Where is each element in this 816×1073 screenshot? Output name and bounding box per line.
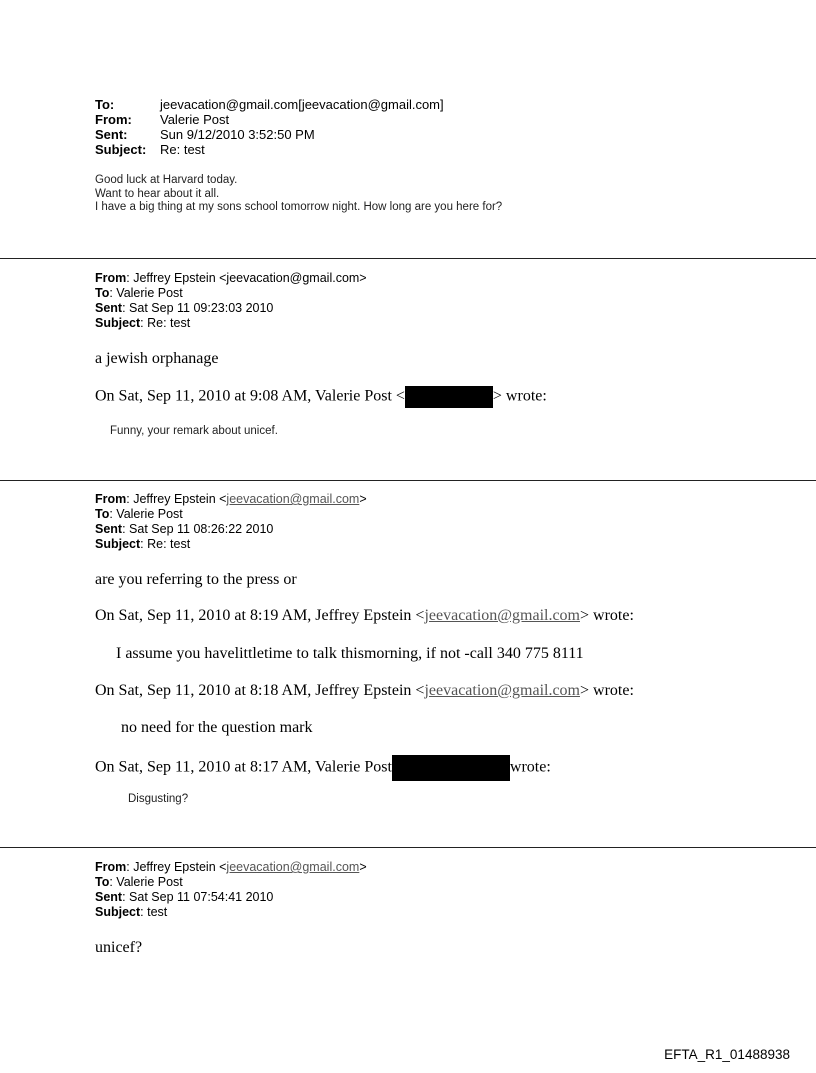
from-label: From <box>95 271 127 285</box>
from-label: From: <box>95 112 132 127</box>
to-value: jeevacation@gmail.com[jeevacation@gmail.com] <box>160 97 444 112</box>
sent-label: Sent <box>95 522 123 536</box>
divider <box>0 480 816 481</box>
email3-body: are you referring to the press or <box>95 571 297 588</box>
body-line: Good luck at Harvard today. <box>95 174 238 186</box>
email2-body: a jewish orphanage <box>95 350 219 367</box>
quote-intro-text: On Sat, Sep 11, 2010 at 8:19 AM, Jeffrey Epstein < <box>95 607 425 624</box>
body-line: Want to hear about it all. <box>95 187 220 200</box>
email1-sent-row <box>95 127 444 142</box>
email3-quote2-text: no need for the question mark <box>121 719 313 736</box>
to-label: To <box>95 286 110 300</box>
from-label: From <box>95 860 127 874</box>
quote-intro-wrote: > wrote: <box>492 387 547 405</box>
email3-header <box>95 492 367 552</box>
email3-from-row <box>95 492 367 507</box>
to-label: To: <box>95 97 115 112</box>
quote-intro-wrote: > wrote: <box>580 682 634 699</box>
from-value: : Jeffrey Epstein < <box>126 492 227 506</box>
email2-quoted-text: Funny, your remark about unicef. <box>110 425 278 437</box>
sent-value: : Sat Sep 11 09:23:03 2010 <box>122 301 274 315</box>
subject-label: Subject <box>95 316 141 330</box>
divider <box>0 258 816 259</box>
quote-intro-text: On Sat, Sep 11, 2010 at 9:08 AM, Valerie Post < <box>95 387 405 405</box>
email1-header <box>95 97 444 157</box>
subject-label: Subject <box>95 905 141 919</box>
email3-quote3-intro <box>95 755 551 781</box>
from-suffix: > <box>359 492 367 506</box>
redaction-block <box>405 386 493 408</box>
email4-from-row <box>95 860 367 875</box>
email4-body: unicef? <box>95 939 143 956</box>
email3-quote2-intro <box>95 682 634 700</box>
body-line: I have a big thing at my sons school tomorrow night. How long are you here for? <box>95 201 503 213</box>
email2-header <box>95 271 367 331</box>
quote-intro-wrote: > wrote: <box>580 607 634 624</box>
email-link[interactable]: jeevacation@gmail.com <box>424 607 580 624</box>
email3-to-row <box>95 507 367 522</box>
email1-subject-row <box>95 142 444 157</box>
from-value: Valerie Post <box>160 112 230 127</box>
to-value: : Valerie Post <box>109 286 183 300</box>
from-value: : Jeffrey Epstein < <box>126 860 227 874</box>
email1-to-row <box>95 97 444 112</box>
subject-label: Subject <box>95 537 141 551</box>
sent-value: : Sat Sep 11 07:54:41 2010 <box>122 890 274 904</box>
email-link[interactable]: jeevacation@gmail.com <box>424 682 580 699</box>
to-value: : Valerie Post <box>109 875 183 889</box>
to-label: To <box>95 507 110 521</box>
email2-sent-row <box>95 301 367 316</box>
email2-to-row <box>95 286 367 301</box>
subject-value: : test <box>140 905 168 919</box>
email2-quote-intro <box>95 386 547 408</box>
email2-from-row <box>95 271 367 286</box>
from-suffix: > <box>359 860 367 874</box>
redaction-block <box>392 755 510 781</box>
sent-value: Sun 9/12/2010 3:52:50 PM <box>160 127 315 142</box>
email3-sent-row <box>95 522 367 537</box>
email4-to-row <box>95 875 367 890</box>
sent-label: Sent <box>95 890 123 904</box>
subject-label: Subject: <box>95 142 147 157</box>
email3-quote1-text: I assume you havelittletime to talk thismorning, if not -call 340 775 8111 <box>116 645 584 662</box>
email4-sent-row <box>95 890 367 905</box>
email4-header <box>95 860 367 920</box>
email2-subject-row <box>95 316 367 331</box>
sent-label: Sent: <box>95 127 128 142</box>
quote-intro-wrote: wrote: <box>509 758 551 776</box>
subject-value: Re: test <box>160 142 205 157</box>
email1-from-row <box>95 112 444 127</box>
divider <box>0 847 816 848</box>
email-link[interactable]: jeevacation@gmail.com <box>226 492 360 506</box>
subject-value: : Re: test <box>140 316 191 330</box>
quote-intro-text: On Sat, Sep 11, 2010 at 8:18 AM, Jeffrey Epstein < <box>95 682 425 699</box>
to-label: To <box>95 875 110 889</box>
email3-quote1-intro <box>95 607 634 625</box>
from-value: : Jeffrey Epstein <jeevacation@gmail.com> <box>126 271 367 285</box>
email3-quote3-text: Disgusting? <box>128 793 189 805</box>
email3-subject-row <box>95 537 367 552</box>
document-id: EFTA_R1_01488938 <box>664 1047 790 1062</box>
sent-value: : Sat Sep 11 08:26:22 2010 <box>122 522 274 536</box>
email1-body <box>95 174 502 215</box>
sent-label: Sent <box>95 301 123 315</box>
to-value: : Valerie Post <box>109 507 183 521</box>
quote-intro-text: On Sat, Sep 11, 2010 at 8:17 AM, Valerie Post <box>95 758 392 776</box>
subject-value: : Re: test <box>140 537 191 551</box>
from-label: From <box>95 492 127 506</box>
email4-subject-row <box>95 905 367 920</box>
email-link[interactable]: jeevacation@gmail.com <box>226 860 360 874</box>
